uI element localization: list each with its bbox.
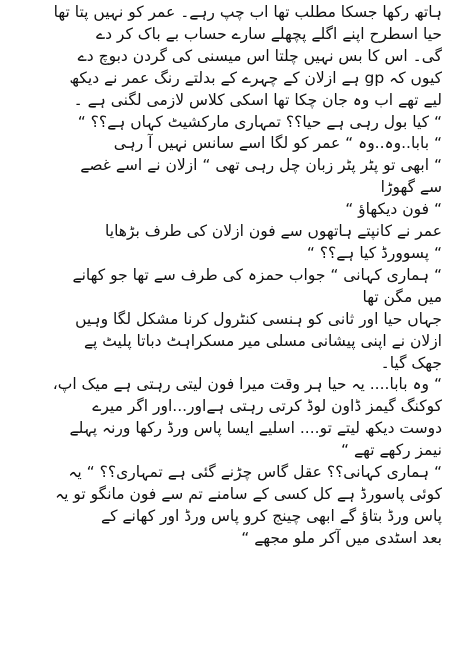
text-line: “ کیا بول رہی ہے حیا؟؟ تمہاری مارکشیٹ کہاں ہے؟؟ “ <box>77 112 442 131</box>
text-line: کوئی پاسورڈ ہے کل کسی کے سامنے تم سے فون مانگو تو یہ <box>55 484 442 503</box>
text-line: کیوں کہ gp ہے ازلان کے چہرے کے بدلتے رنگ عمر نے دیکھ <box>69 68 442 87</box>
text-line: لیے تھے اب وہ جان چکا تھا اسکی کلاس لازمی لگنی ہے ۔ <box>73 90 442 109</box>
text-line: ازلان نے اپنی پیشانی مسلی میر مسکراہٹ دباتا پلیٹ پے <box>83 331 442 350</box>
text-line: سے گھوڑا <box>380 178 442 197</box>
text-line: دوست دیکھ لیتے تو.... اسلیے ایسا پاس ورڈ رکھا ورنہ پہلے <box>69 419 442 438</box>
text-line: “ پسوورڈ کیا ہے؟؟ “ <box>306 243 442 262</box>
text-line: “ ہماری کہانی “ جواب حمزہ کی طرف سے تھا جو کھانے <box>72 265 442 284</box>
text-line: میں مگن تھا <box>362 287 442 306</box>
text-line: عمر نے کانپتے ہاتھوں سے فون ازلان کی طرف بڑھایا <box>105 222 442 241</box>
text-line: ہاتھ رکھا جسکا مطلب تھا اب چپ رہے۔ عمر کو نہیں پتا تھا <box>53 3 442 21</box>
text-line: جہاں حیا اور ثانی کو ہنسی کنٹرول کرنا مشکل لگا وہیں <box>75 309 442 328</box>
text-line: پاس ورڈ بتاؤ گے ابھی چینج کرو پاس ورڈ اور کھانے کے <box>101 506 442 525</box>
text-line: نیمز رکھے تھے “ <box>341 441 442 460</box>
text-line: حیا اسطرح اپنے اگلے پچھلے سارے حساب بے باک کر دے <box>96 24 442 43</box>
text-line: بعد اسٹدی میں آکر ملو مجھے “ <box>241 528 442 547</box>
text-line: “ ہماری کہانی؟؟ عقل گاس چڑنے گئی ہے تمہاری؟؟ “ یہ <box>68 463 442 482</box>
text-line: گی۔ اس کا بس نہیں چلتا اس میسنی کی گردن دبوچ دے <box>77 46 442 65</box>
text-line: کوکنگ گیمز ڈاون لوڈ کرتی رہتی ہےاور...اور اگر میرے <box>92 397 442 416</box>
text-line: “ وہ بابا.... یہ حیا ہر وقت میرا فون لیتی رہتی ہے میک اپ، <box>52 375 442 394</box>
text-line: جھک گیا۔ <box>380 353 442 372</box>
text-line: “ فون دیکھاؤ “ <box>345 200 442 219</box>
text-line: “ ابھی تو پٹر پٹر زبان چل رہی تھی “ ازلان نے اسے غصے <box>80 156 442 175</box>
text-line: “ بابا..وہ..وہ “ عمر کو لگا اسے سانس نہیں آ رہی <box>113 134 442 153</box>
